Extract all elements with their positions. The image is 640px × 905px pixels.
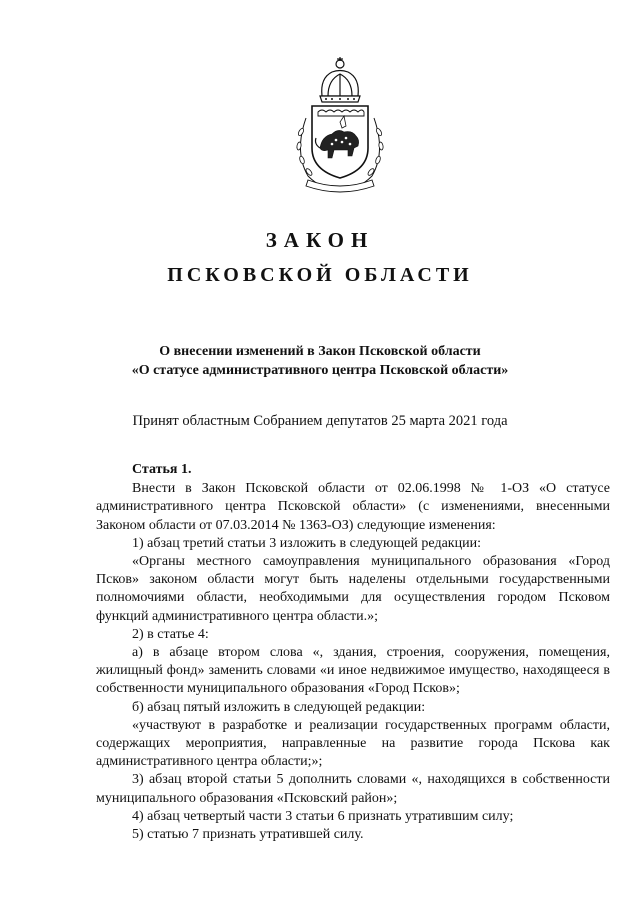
article-heading: Статья 1. bbox=[132, 462, 192, 477]
article-body bbox=[96, 461, 610, 844]
pskov-coat-of-arms-icon bbox=[288, 52, 392, 200]
article-paragraph: «Органы местного самоуправления муниципального образования «Город Псков» законом области могут быть наделены отдельными государственными полномочиями области, необходимыми для осуществления городом Псковом функций административного центра области.»; bbox=[96, 554, 610, 624]
article-paragraph: 3) абзац второй статьи 5 дополнить словами «, находящихся в собственности муниципального образования «Псковский район»; bbox=[96, 772, 610, 806]
law-subject bbox=[0, 342, 640, 380]
article-paragraph: Внести в Закон Псковской области от 02.06.1998 № 1-ОЗ «О статусе административного центра Псковской области» (с изменениями, внесенными Законом области от 07.03.2014 № 1363-ОЗ) следующие изменения: bbox=[96, 481, 610, 533]
article-paragraph: б) абзац пятый изложить в следующей редакции: bbox=[132, 699, 426, 715]
adoption-note: Принят областным Собранием депутатов 25 марта 2021 года bbox=[132, 413, 508, 429]
subject-line: «О статусе административного центра Псковской области» bbox=[131, 363, 509, 378]
subject-line: О внесении изменений в Закон Псковской области bbox=[159, 344, 481, 359]
region-title: ПСКОВСКОЙ ОБЛАСТИ bbox=[167, 264, 473, 286]
article-paragraph: 4) абзац четвертый части 3 статьи 6 признать утратившим силу; bbox=[132, 808, 514, 824]
article-paragraph: 1) абзац третий статьи 3 изложить в следующей редакции: bbox=[132, 535, 481, 551]
law-title: ЗАКОН bbox=[265, 228, 375, 252]
article-paragraph: 2) в статье 4: bbox=[132, 626, 209, 642]
article-paragraph: 5) статью 7 признать утратившей силу. bbox=[132, 827, 364, 843]
article-paragraph: «участвуют в разработке и реализации государственных программ области, содержащих мероприятия, направленные на развитие города Пскова как административного центра области;»; bbox=[96, 717, 610, 770]
article-paragraph: а) в абзаце втором слова «, здания, строения, сооружения, помещения, жилищный фонд» заменить словами «и иное недвижимое имущество, находящееся в собственности муниципального образования «Город Псков»; bbox=[96, 645, 610, 697]
